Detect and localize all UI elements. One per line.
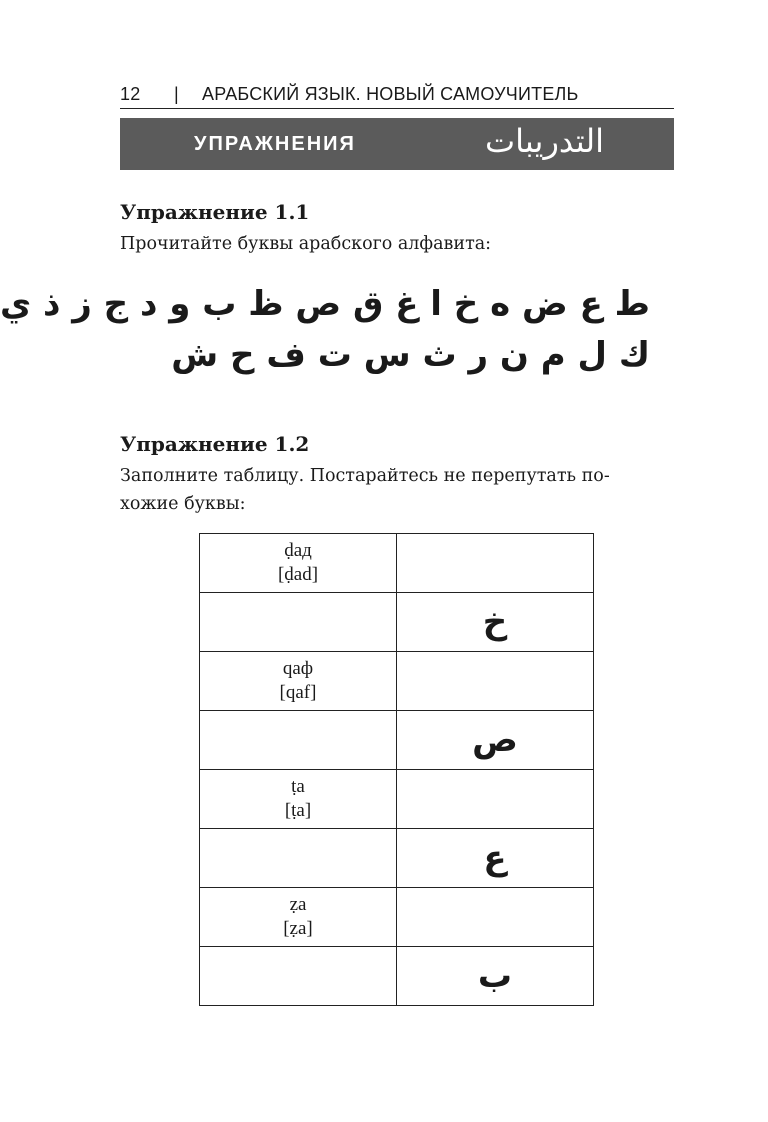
running-title: АРАБСКИЙ ЯЗЫК. НОВЫЙ САМОУЧИТЕЛЬ — [202, 84, 579, 104]
page-number: 12 — [120, 84, 141, 104]
letter-cell — [397, 534, 594, 593]
exercise-1-1-title: Упражнение 1.1 — [120, 200, 310, 224]
letter-cell: ص — [397, 711, 594, 770]
name-cell: qаф [qaf] — [200, 652, 397, 711]
letter-cell — [397, 888, 594, 947]
letters-table — [199, 533, 594, 1006]
name-cell: ḍад [ḍad] — [200, 534, 397, 593]
section-title-ru: УПРАЖНЕНИЯ — [194, 133, 356, 155]
section-title-ar: التدريبات — [485, 122, 604, 160]
letter-cell: خ — [397, 593, 594, 652]
exercise-1-2-instruction-line-2: хожие буквы: — [120, 494, 246, 514]
table-row — [200, 770, 594, 829]
name-cell — [200, 829, 397, 888]
letter-cell — [397, 770, 594, 829]
name-cell — [200, 711, 397, 770]
name-cell: ṭa [ṭa] — [200, 770, 397, 829]
name-cell: ẓa [ẓa] — [200, 888, 397, 947]
header-separator: | — [174, 84, 179, 104]
exercise-1-2-title: Упражнение 1.2 — [120, 432, 310, 456]
alphabet-line-1: ط ع ض ه خ ا غ ق ص ظ ب و د ج ز ذ ي — [0, 284, 650, 324]
alphabet-line-2: ك ل م ن ر ث س ت ف ح ش — [171, 335, 650, 375]
table-row — [200, 652, 594, 711]
running-header — [120, 84, 674, 109]
table-row — [200, 829, 594, 888]
letter-cell — [397, 652, 594, 711]
table-row — [200, 593, 594, 652]
letter-cell: ع — [397, 829, 594, 888]
letter-cell: ب — [397, 947, 594, 1006]
exercise-1-1-instruction: Прочитайте буквы арабского алфавита: — [120, 234, 492, 254]
table-row — [200, 534, 594, 593]
name-cell — [200, 593, 397, 652]
table-row — [200, 711, 594, 770]
exercise-1-2-instruction-line-1: Заполните таблицу. Постарайтесь не перепутать по- — [120, 466, 610, 486]
table-row — [200, 888, 594, 947]
table-row — [200, 947, 594, 1006]
section-banner — [120, 118, 674, 170]
name-cell — [200, 947, 397, 1006]
